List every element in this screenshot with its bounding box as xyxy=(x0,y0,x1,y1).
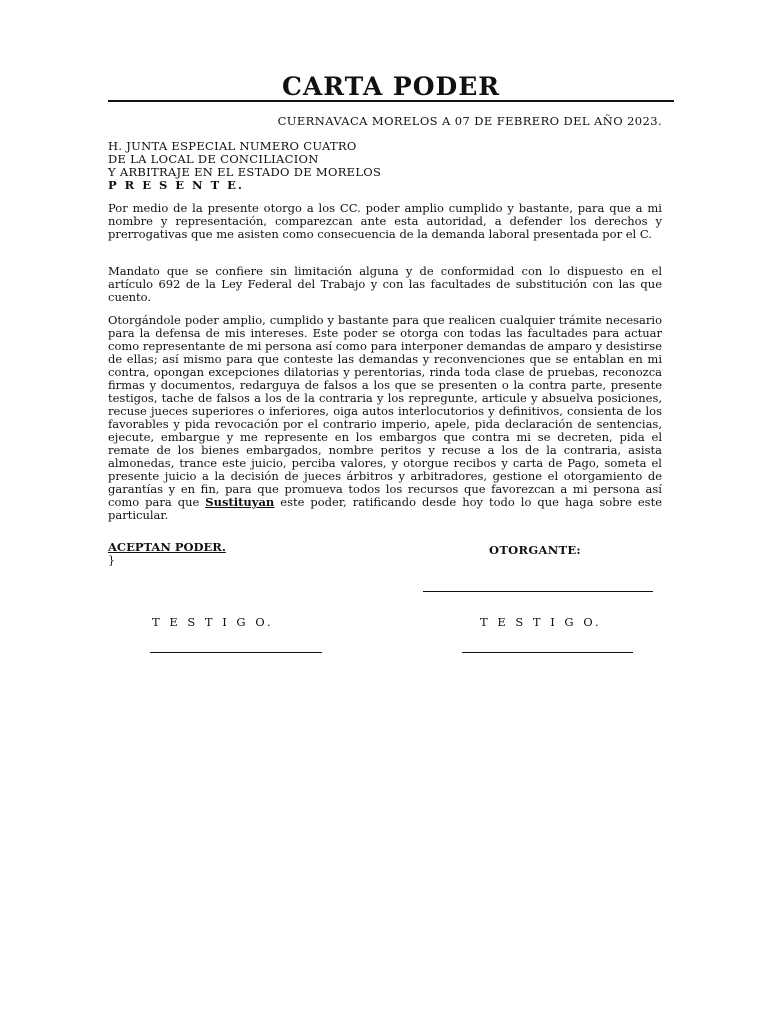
addressee-block xyxy=(108,140,674,192)
addressee-line-3: Y ARBITRAJE EN EL ESTADO DE MORELOS xyxy=(108,165,382,179)
addressee-line-2: DE LA LOCAL DE CONCILIACION xyxy=(108,152,319,166)
paragraph-3-text-start: Otorgándole poder amplio, cumplido y bastante para que realicen cualquier trámite necesario para la defensa de mis intereses. Este poder se otorga con todas las facultades para actuar como representante de mi persona así como para interponer demandas de amparo y desistirse de ellas; así mismo para que conteste las demandas y reconvenciones que se entablan en mi contra, opongan excepciones dilatorias y perentorias, rinda toda clase de pruebas, reconozca firmas y documentos, redarguya de falsos a los que se presenten o la contra parte, presente testigos, tache de falsos a los de la contraria y los repregunte, articule y absuelva posiciones, recuse jueces superiores o inferiores, oiga autos interlocutorios y definitivos, consienta de los favorables y pida revocación por el contrario imperio, apele, pida declaración de sentencias, ejecute, embargue y me represente en los embargos que contra mi se decreten, pida el remate de los bienes embargados, nombre peritos y recuse a los de la contraria, asista almonedas, trance este juicio, perciba valores, y otorgue recibos y carta de Pago, someta el presente juicio a la decisión de jueces árbitros y arbitradores, gestione el otorgamiento de garantías y en fin, para que promueva todos los recursos que favorezcan a mi persona así como para que xyxy=(108,313,662,509)
date-line: CUERNAVACA MORELOS A 07 DE FEBRERO DEL AÑO 2023. xyxy=(277,114,662,128)
paragraph-1: Por medio de la presente otorgo a los CC. poder amplio cumplido y bastante, para que a mi nombre y representación, comparezcan ante esta autoridad, a defender los derechos y prerrogativas que me asisten como consecuencia de la demanda laboral presentada por el C. xyxy=(108,201,662,241)
otorgante-signature-line xyxy=(423,591,653,592)
paragraph-3-text-end: este poder, ratificando desde hoy todo lo que haga sobre este particular. xyxy=(108,495,663,522)
presente-label: P R E S E N T E. xyxy=(108,178,244,192)
title-underline xyxy=(108,100,674,102)
testigo-right-label: T E S T I G O. xyxy=(480,615,602,629)
addressee-line-1: H. JUNTA ESPECIAL NUMERO CUATRO xyxy=(108,139,357,153)
aceptan-poder-label: ACEPTAN PODER. xyxy=(108,540,226,554)
testigo-left-label: T E S T I G O. xyxy=(152,615,274,629)
testigo-left-signature-line xyxy=(150,652,322,653)
paragraph-3 xyxy=(108,314,662,522)
sustituyan-emphasis: Sustituyan xyxy=(205,495,275,509)
document-title: CARTA PODER xyxy=(281,72,501,101)
brace-mark: } xyxy=(108,554,115,567)
paragraph-2: Mandato que se confiere sin limitación alguna y de conformidad con lo dispuesto en el artículo 692 de la Ley Federal del Trabajo y con las facultades de substitución con las que cuento. xyxy=(108,264,662,304)
otorgante-label: OTORGANTE: xyxy=(489,543,581,557)
testigo-right-signature-line xyxy=(462,652,633,653)
